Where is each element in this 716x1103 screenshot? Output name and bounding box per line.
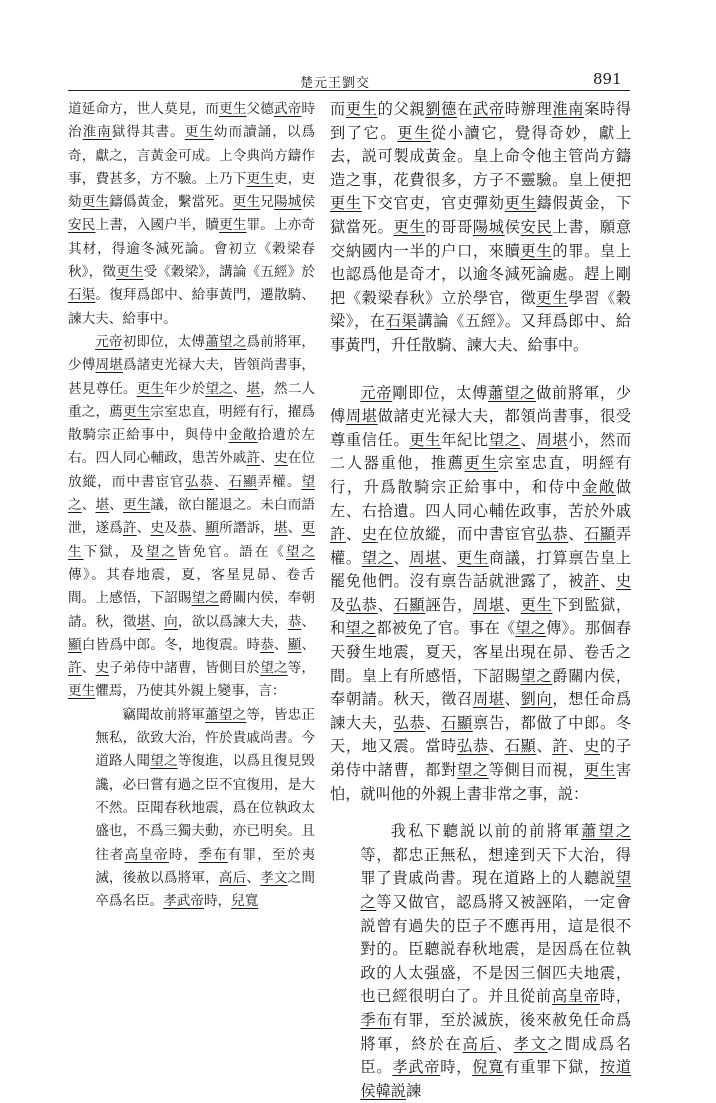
proper-name: 許 [68, 660, 82, 677]
proper-name: 季布 [360, 1010, 393, 1029]
translation-paragraph-1: 而更生的父親劉德在武帝時辦理淮南案時得到了它。更生從小讀它，覺得奇妙，獻上去，説可製成黃金。皇上命令他主管尚方鑄造之事，花費很多，方子不靈驗。皇上便把更生下交官吏，官吏彈劾更生鑄假黃金，下獄當死。更生的哥哥陽城侯安民上書，願意交納國内一半的户口，來贖更生的罪。皇上也認爲他是奇才，以逾冬減死論處。趕上剛把《穀梁春秋》立於學官，徵更生學習《穀梁》，在石渠講論《五經》。又拜爲郎中、給事黃門，升任散騎、諫大夫、給事中。 [330, 100, 632, 354]
proper-name: 孝武帝 [163, 893, 204, 910]
proper-name: 蕭望之 [581, 822, 632, 841]
classical-text-column [68, 98, 315, 913]
proper-name: 望之 [457, 761, 489, 780]
proper-name: 劉德 [425, 100, 458, 118]
proper-name: 石渠 [68, 287, 96, 304]
proper-name: 望之 [145, 543, 177, 560]
proper-name: 倪寬 [472, 1058, 505, 1077]
proper-name: 石顯 [228, 473, 258, 490]
proper-name: 更生 [393, 217, 426, 236]
classical-memorial-quote: 竊聞故前將軍蕭望之等，皆忠正無私，欲致大治，忤於貴戚尚書。今道路人聞望之等復進，以爲且復見毁讒，必曰嘗有過之臣不宜復用，是大不然。臣聞春秋地震，爲在位執政太盛也，不爲三獨夫動，亦已明矣。且往者高皇帝時，季布有罪，至於夷滅，後赦以爲將軍，高后、孝文之間卒爲名臣。孝武帝時，兒寬 [95, 706, 316, 910]
classical-paragraph-2: 元帝初即位，太傅蕭望之爲前將軍，少傅周堪爲諸吏光禄大夫，皆領尚書事，甚見尊任。更生年少於望之、堪，然二人重之，薦更生宗室忠直，明經有行，擢爲散騎宗正給事中，與侍中金敞拾遺於左右。四人同心輔政，患苦外戚許、史在位放縱，而中書宦官弘恭、石顯弄權。望之、堪、更生議，欲白罷退之。未白而語泄，遂爲許、史及恭、顯所譖訴，堪、更生下獄，及望之皆免官。語在《望之傳》。其春地震，夏，客星見昴、卷舌間。上感悟，下詔賜望之爵關内侯，奉朝請。秋，徵堪、向，欲以爲諫大夫，恭、顯白皆爲中郎。冬，地復震。時恭、顯、許、史子弟侍中諸曹，皆側目於望之等，更生懼焉，乃使其外親上變事，言： [68, 333, 316, 700]
proper-name: 史 [615, 572, 632, 591]
proper-name: 更生 [136, 380, 165, 397]
proper-name: 石顯 [441, 713, 473, 732]
proper-name: 更生 [219, 101, 247, 117]
proper-name: 更生 [219, 217, 247, 234]
proper-name: 周堪 [536, 430, 569, 449]
proper-name: 更生 [457, 548, 489, 567]
proper-name: 更生 [409, 430, 442, 449]
proper-name: 許 [584, 572, 600, 591]
proper-name: 周堪 [95, 357, 123, 374]
proper-name: 淮南 [552, 100, 585, 118]
proper-name: 更生 [504, 194, 537, 213]
translation-memorial-quote: 我私下聽説以前的前將軍蕭望之等，都忠正無私，想達到天下大治，得罪了貴戚尚書。現在道路上的人聽説望之等又做官，認爲將又被誣陷，一定會説曾有過失的臣子不應再用，這是很不對的。臣聽説春秋地震，是因爲在位執政的人太强盛，不是因三個匹夫地震，也已經很明白了。并且從前高皇帝時，季布有罪，至於滅族，後來赦免任命爲將軍，終於在高后、孝文之間成爲名臣。孝武帝時，倪寬有重罪下獄，按道侯韓説諫 [360, 822, 632, 1100]
proper-name: 石渠 [385, 312, 418, 331]
translation-paragraph-2: 元帝剛即位，太傅蕭望之做前將軍，少傅周堪做諸吏光禄大夫，都領尚書事，很受尊重信任。更生年紀比望之、周堪小，然而二人器重他，推薦更生宗室忠直，明經有行，升爲散騎宗正給事中，和侍中金敞做左、右拾遺。四人同心輔佐政事，苦於外戚許、史在位放縱，而中書宦官弘恭、石顯弄權。望之、周堪、更生商議，打算禀告皇上罷免他們。沒有禀告話就泄露了，被許、史及弘恭、石顯誣告，周堪、更生下到監獄，和望之都被免了官。事在《望之傳》。那個春天發生地震，夏天，客星出現在昴、卷舌之間。皇上有所感悟，下詔賜望之爵關内侯，奉朝請。秋天，徵召周堪、劉向，想任命爲諫大夫，弘恭、石顯禀告，都做了中郎。冬天，地又震。當時弘恭、石顯、許、史的子弟侍中諸曹，都對望之等側目而視，更生害怕，就叫他的外親上書非常之事，説： [330, 383, 632, 803]
proper-name: 更生 [520, 241, 553, 260]
proper-name: 望之 [488, 430, 521, 449]
proper-name: 望之 [205, 380, 233, 397]
proper-name: 弘恭 [393, 713, 426, 732]
proper-name: 石顯 [584, 525, 616, 544]
proper-name: 安民 [520, 217, 553, 236]
proper-name: 周堪 [472, 595, 505, 614]
proper-name: 更生 [122, 497, 151, 514]
proper-name: 弘恭 [184, 473, 214, 490]
proper-name: 望之 [515, 619, 547, 638]
proper-name: 更生 [184, 124, 214, 141]
proper-name: 兒寬 [231, 893, 259, 910]
proper-name: 周堪 [409, 548, 442, 567]
proper-name: 許 [552, 737, 569, 756]
classical-paragraph-1: 道延命方，世人莫見，而更生父德武帝時治淮南獄得其書。更生幼而讀誦，以爲奇，獻之，言黃金可成。上令典尚方鑄作事，費甚多，方不驗。上乃下更生吏，吏劾更生鑄僞黃金，繫當死。更生兄陽城侯安民上書，入國户半，贖更生罪。上亦奇其材，得逾冬減死論。會初立《穀梁春秋》，徵更生受《穀梁》，講論《五經》於石渠。復拜爲郎中、給事黃門，遷散騎、諫大夫、給事中。 [68, 101, 316, 327]
proper-name: 顯 [287, 636, 302, 653]
proper-name: 望之 [520, 666, 553, 685]
proper-name: 更生 [397, 123, 431, 142]
proper-name: 顯 [68, 636, 82, 653]
proper-name: 望之 [260, 660, 288, 677]
page-number: 891 [593, 70, 622, 88]
proper-name: 周堪 [472, 690, 505, 709]
translation-column [330, 98, 631, 1103]
proper-name: 更生 [68, 683, 96, 700]
proper-name: 陽城 [472, 217, 505, 236]
proper-name: 更生 [345, 100, 378, 118]
proper-name: 金敞 [582, 477, 616, 496]
proper-name: 弘恭 [536, 525, 569, 544]
proper-name: 元帝 [95, 333, 123, 350]
header-rule [68, 90, 630, 91]
proper-name: 望之 [285, 543, 316, 560]
proper-name: 望之 [361, 548, 394, 567]
proper-name: 史 [95, 660, 110, 677]
proper-name: 周堪 [345, 407, 378, 426]
proper-name: 更生 [68, 520, 316, 560]
proper-name: 蕭望之 [205, 706, 247, 723]
proper-name: 季布 [198, 846, 228, 863]
proper-name: 高皇帝 [551, 987, 600, 1006]
proper-name: 顯 [205, 520, 220, 537]
proper-name: 堪 [246, 380, 261, 397]
proper-name: 望之 [345, 619, 377, 638]
proper-name: 向 [164, 613, 178, 630]
proper-name: 望之 [68, 473, 316, 514]
proper-name: 孝文 [513, 1034, 548, 1053]
proper-name: 石顯 [393, 595, 426, 614]
proper-name: 更生 [520, 595, 553, 614]
proper-name: 許 [330, 525, 346, 544]
chapter-title: 楚元王劉交 [300, 76, 371, 91]
proper-name: 史 [273, 450, 288, 467]
proper-name: 更生 [116, 264, 144, 281]
proper-name: 更生 [330, 194, 362, 213]
proper-name: 蕭望之 [488, 383, 537, 402]
proper-name: 更生 [122, 403, 151, 420]
proper-name: 孝武帝 [392, 1058, 441, 1077]
proper-name: 更生 [246, 170, 274, 187]
proper-name: 金敞 [228, 427, 258, 444]
proper-name: 堪 [273, 520, 288, 537]
proper-name: 更生 [232, 194, 261, 211]
proper-name: 恭 [260, 636, 274, 653]
proper-name: 蕭望之 [205, 333, 247, 350]
proper-name: 高后 [218, 869, 247, 886]
proper-name: 恭 [177, 520, 192, 537]
proper-name: 淮南 [82, 124, 112, 141]
proper-name: 更生 [464, 454, 499, 473]
proper-name: 元帝 [360, 383, 393, 402]
proper-name: 武帝 [472, 100, 505, 118]
proper-name: 望之 [360, 869, 631, 911]
proper-name: 史 [361, 525, 378, 544]
proper-name: 堪 [95, 497, 110, 514]
proper-name: 更生 [81, 194, 110, 211]
proper-name: 史 [584, 737, 601, 756]
proper-name: 望之 [150, 753, 178, 770]
proper-name: 弘恭 [457, 737, 489, 756]
proper-name: 武帝 [273, 101, 302, 117]
proper-name: 高皇帝 [124, 846, 169, 863]
proper-name: 堪 [136, 613, 151, 630]
proper-name: 恭 [287, 613, 302, 630]
proper-name: 韓説 [375, 1081, 406, 1100]
proper-name: 安民 [68, 217, 96, 234]
proper-name: 高后 [462, 1034, 497, 1053]
proper-name: 許 [246, 450, 261, 467]
proper-name: 孝文 [260, 869, 288, 886]
proper-name: 許 [122, 520, 137, 537]
proper-name: 陽城 [273, 194, 302, 211]
proper-name: 更生 [536, 288, 569, 307]
proper-name: 劉向 [520, 690, 553, 709]
proper-name: 史 [150, 520, 165, 537]
proper-name: 按道侯 [360, 1058, 632, 1100]
proper-name: 石顯 [504, 737, 537, 756]
proper-name: 弘恭 [345, 595, 378, 614]
proper-name: 更生 [584, 761, 616, 780]
proper-name: 望之 [191, 590, 220, 607]
